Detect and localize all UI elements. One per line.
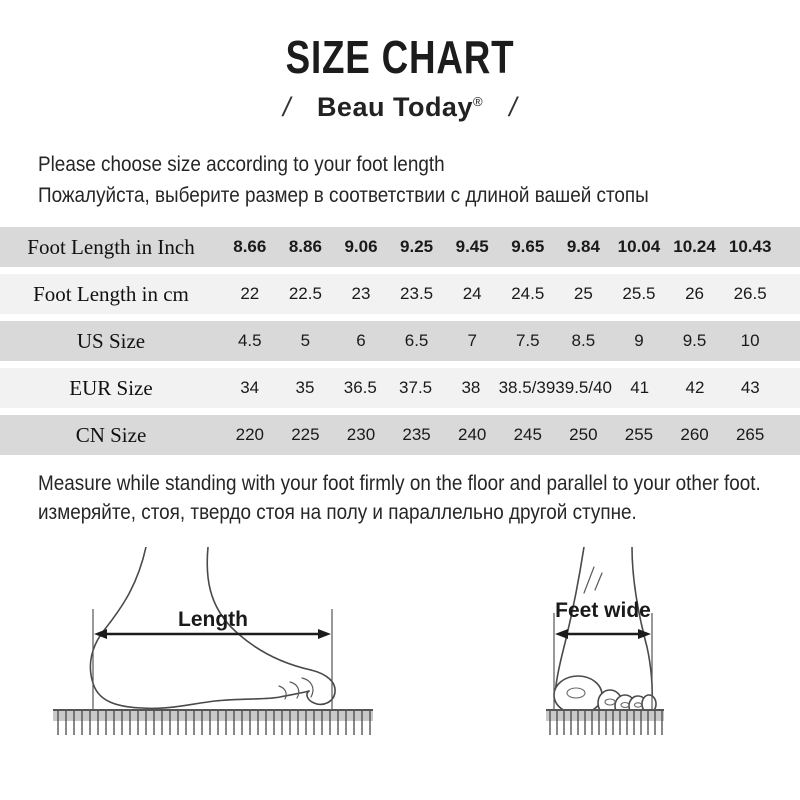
intro-line-en: Please choose size according to your foot length (38, 153, 445, 176)
table-cell: 6 (356, 331, 366, 350)
measure-line-en: Measure while standing with your foot firmly on the floor and parallel to your other foot. (38, 472, 761, 495)
row-label: US Size (76, 328, 146, 353)
table-cell: 22.5 (288, 284, 322, 303)
table-cell: 26.5 (733, 284, 767, 303)
table-cell: 34 (240, 378, 260, 397)
table-row (0, 321, 800, 361)
size-table (0, 227, 800, 455)
table-cell: 26 (685, 284, 704, 303)
intro-text (38, 149, 724, 211)
table-cell: 9.45 (455, 237, 489, 256)
intro-line-ru: Пожалуйста, выберите размер в соответствии с длиной вашей стопы (38, 184, 649, 207)
brand-name: Beau Today (316, 92, 473, 122)
toe-curl-3 (290, 682, 299, 698)
length-arrow-head-right (318, 629, 331, 639)
ankle-crease-1 (584, 567, 594, 593)
foot-width-diagram (518, 547, 762, 761)
row-label: Foot Length in Inch (27, 234, 195, 259)
brand-slash-right: / (509, 92, 518, 122)
registered-mark: ® (472, 94, 484, 109)
table-cell: 24 (462, 284, 482, 303)
table-cell: 22 (240, 284, 260, 303)
length-label: Length (178, 608, 248, 631)
table-cell: 265 (735, 425, 765, 444)
table-row (0, 227, 800, 267)
table-cell: 41 (630, 378, 650, 397)
table-cell: 38.5/39 (498, 378, 556, 397)
table-cell: 5 (300, 331, 311, 350)
table-cell: 6.5 (404, 331, 429, 350)
row-label: EUR Size (69, 375, 153, 400)
table-cell: 35 (295, 378, 315, 397)
ankle-crease-2 (595, 573, 602, 590)
length-arrow-head-left (94, 629, 107, 639)
table-cell: 23.5 (400, 284, 434, 303)
table-cell: 9.65 (511, 237, 545, 256)
table-cell: 235 (402, 425, 431, 444)
table-cell: 8.5 (571, 331, 596, 350)
row-label: CN Size (75, 422, 147, 447)
row-label: Foot Length in cm (33, 281, 189, 306)
table-cell: 42 (685, 378, 705, 397)
table-cell: 245 (513, 425, 542, 444)
leg-right-edge (632, 547, 652, 703)
table-cell: 220 (235, 425, 264, 444)
table-row (0, 415, 800, 455)
table-cell: 10.04 (617, 237, 661, 256)
table-cell: 36.5 (343, 378, 377, 397)
width-arrow-head-left (555, 629, 568, 639)
foot-length-diagram (50, 547, 390, 761)
table-cell: 9.5 (682, 331, 707, 350)
ruler-band (53, 711, 373, 721)
measure-line-ru: измеряйте, стоя, твердо стоя на полу и параллельно другой ступне. (38, 501, 637, 524)
table-row (0, 368, 800, 408)
table-cell: 10.43 (728, 237, 772, 256)
table-cell: 230 (346, 425, 376, 444)
table-cell: 9.25 (400, 237, 434, 256)
page-title: SIZE CHART (285, 31, 515, 83)
table-cell: 240 (457, 425, 487, 444)
brand-line (0, 92, 800, 123)
table-cell: 10 (740, 331, 760, 350)
table-cell: 43 (740, 378, 760, 397)
table-cell: 8.86 (288, 237, 322, 256)
table-cell: 24.5 (511, 284, 545, 303)
table-cell: 7 (467, 331, 477, 350)
header (0, 0, 800, 83)
table-cell: 250 (569, 425, 598, 444)
table-cell: 225 (291, 425, 320, 444)
table-cell: 10.24 (673, 237, 716, 256)
diagrams (0, 547, 800, 761)
table-cell: 9.06 (344, 237, 378, 256)
big-toe (554, 676, 602, 714)
table-cell: 25 (573, 284, 593, 303)
table-cell: 39.5/40 (555, 378, 613, 397)
table-cell: 38 (461, 378, 481, 397)
table-cell: 260 (680, 425, 709, 444)
table-cell: 23 (351, 284, 371, 303)
table-cell: 9 (634, 331, 644, 350)
measure-note (38, 469, 761, 527)
table-cell: 255 (624, 425, 654, 444)
table-cell: 8.66 (233, 237, 267, 256)
table-cell: 9.84 (566, 237, 600, 256)
table-cell: 4.5 (237, 331, 262, 350)
big-toe-curl (307, 670, 335, 704)
brand-slash-left: / (282, 92, 291, 122)
feet-wide-label: Feet wide (555, 599, 651, 622)
table-cell: 25.5 (622, 284, 656, 303)
table-cell: 37.5 (399, 378, 433, 397)
table-cell: 7.5 (515, 331, 540, 350)
table-row (0, 274, 800, 314)
